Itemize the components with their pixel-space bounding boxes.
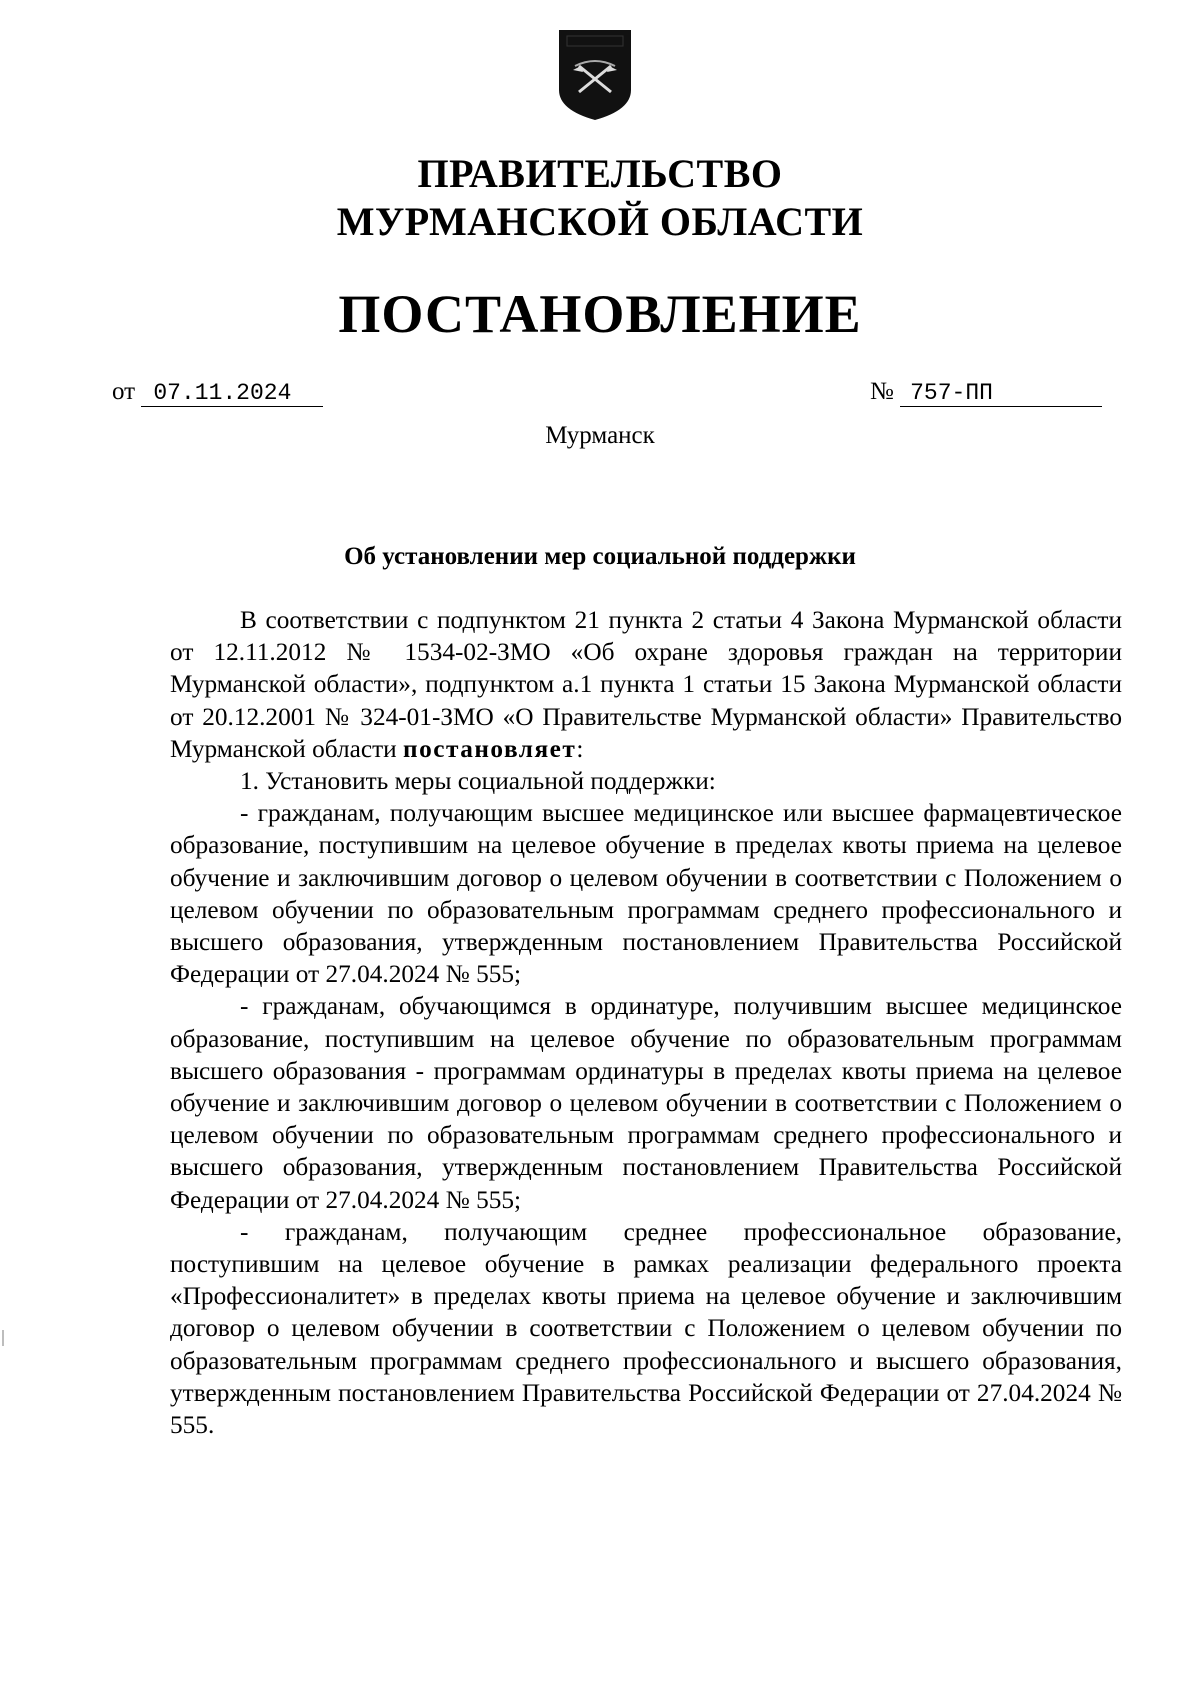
document-title: Об установлении мер социальной поддержки [344,543,856,570]
document-date [112,378,323,407]
city-name: Мурманск [545,422,655,449]
bullet-item: - гражданам, обучающимся в ординатуре, получившим высшее медицинское образование, поступившим на целевое обучение по образовательным программам высшего образования - программам ординатуры в пределах квоты приема на целевое обучение и заключившим договор о целевом обучении в соответствии с Положением о целевом обучении по образовательным программам среднего профессионального и высшего образования, утвержденным постановлением Правительства Российской Федерации от 27.04.2024 № 555; [170,992,1122,1214]
government-line-2: МУРМАНСКОЙ ОБЛАСТИ [336,199,864,244]
scan-edge-mark [2,1330,4,1346]
coat-of-arms-icon [553,26,637,122]
item-1: 1. Установить меры социальной поддержки: [240,767,716,796]
bullet-item: - гражданам, получающим высшее медицинское или высшее фармацевтическое образование, поступившим на целевое обучение в пределах квоты приема на целевое обучение и заключившим договор о целевом обучении в соответствии с Положением о целевом обучении по образовательным программам среднего профессионального и высшего образования, утвержденным постановлением Правительства Российской Федерации от 27.04.2024 № 555; [170,799,1122,989]
intro-end: : [576,734,584,763]
number-prefix: № [870,378,894,405]
number-value: 757-ПП [900,380,1102,407]
date-value: 07.11.2024 [141,380,323,407]
government-name [0,150,1200,246]
intro-text: В соответствии с подпунктом 21 пункта 2 статьи 4 Закона Мурманской области от 12.11.2012 № 1534-02-ЗМО «Об охране здоровья граждан на территории Мурманской области», подпунктом а.1 пункта 1 статьи 15 Закона Мурманской области от 20.12.2001 № 324-01-ЗМО «О Правительстве Мурманской области» Правительство Мурманской области [170,606,1122,763]
document-body [170,604,1122,1441]
date-prefix: от [112,378,136,405]
intro-emphasis: постановляет [403,734,577,763]
government-line-1: ПРАВИТЕЛЬСТВО [417,151,783,196]
document-type: ПОСТАНОВЛЕНИЕ [338,284,862,344]
document-number [870,378,1102,407]
bullet-item: - гражданам, получающим среднее профессиональное образование, поступившим на целевое обучение в рамках реализации федерального проекта «Профессионалитет» в пределах квоты приема на целевое обучение и заключившим договор о целевом обучении в соответствии с Положением о целевом обучении по образовательным программам среднего профессионального и высшего образования, утвержденным постановлением Правительства Российской Федерации от 27.04.2024 № 555. [170,1217,1122,1440]
intro-paragraph [170,604,1122,765]
